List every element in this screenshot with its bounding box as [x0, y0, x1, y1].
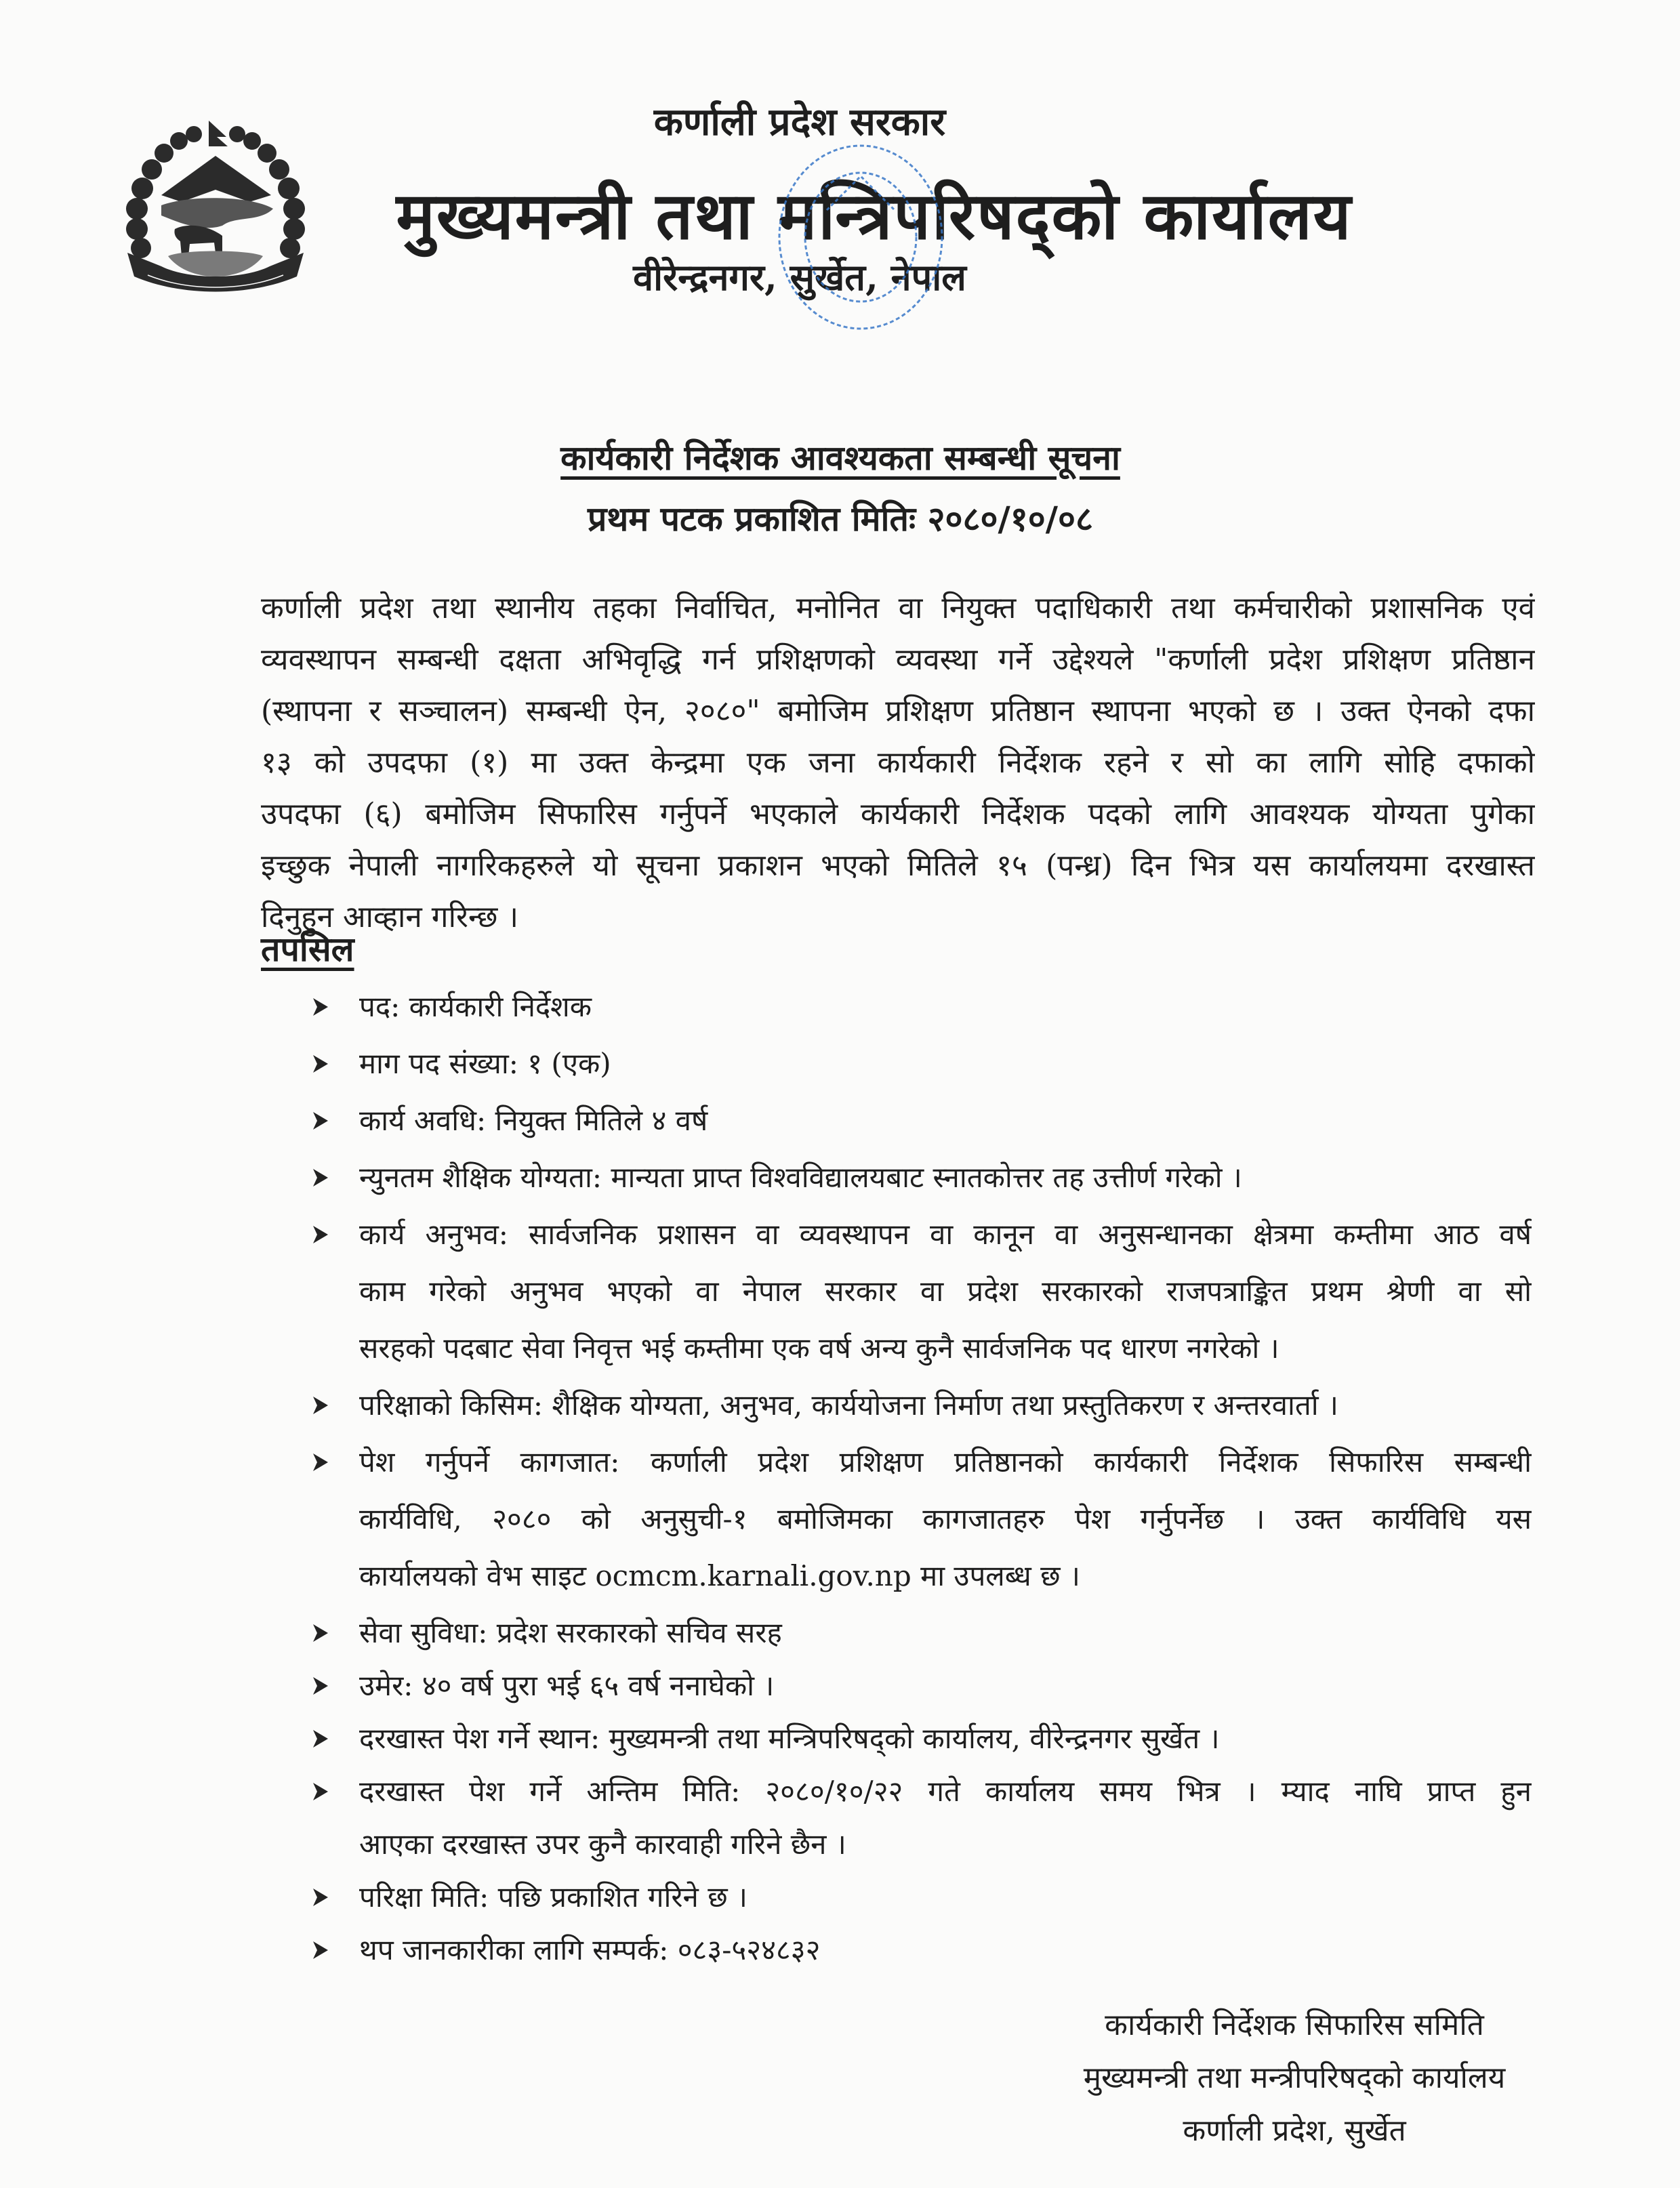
- arrow-bullet-icon: [312, 1713, 339, 1764]
- detail-item-documents: [312, 1437, 1532, 1607]
- body-paragraph: [261, 583, 1535, 943]
- detail-line: दरखास्त पेश गर्ने अन्तिम मिति: २०८०/१०/२२ गते कार्यालय समय भित्र । म्याद नाघि प्राप्त हुन: [359, 1775, 1532, 1808]
- detail-item-exam-date: [312, 1872, 1532, 1924]
- detail-item-count: [312, 1038, 1532, 1095]
- arrow-bullet-icon: [312, 1437, 339, 1488]
- detail-line: कार्यालयको वेभ साइट ocmcm.karnali.gov.np मा उपलब्ध छ ।: [359, 1559, 1080, 1592]
- office-address: वीरेन्द्रनगर, सुर्खेत, नेपाल: [633, 255, 966, 299]
- detail-line: पद: कार्यकारी निर्देशक: [359, 990, 592, 1023]
- detail-line: उमेर: ४० वर्ष पुरा भई ६५ वर्ष ननाघेको ।: [359, 1669, 775, 1702]
- publication-line: [271, 495, 1410, 541]
- detail-line: आएका दरखास्त उपर कुनै कारवाही गरिने छैन ।: [359, 1828, 846, 1861]
- arrow-bullet-icon: [312, 1607, 339, 1659]
- body-line: कर्णाली प्रदेश तथा स्थानीय तहका निर्वाचित, मनोनित वा नियुक्त पदाधिकारी तथा कर्मचारीको प्रशासनिक एवं: [261, 591, 1535, 625]
- arrow-bullet-icon: [312, 1038, 339, 1090]
- detail-item-facilities: [312, 1607, 1532, 1660]
- arrow-bullet-icon: [312, 1095, 339, 1147]
- detail-line: परिक्षाको किसिम: शैक्षिक योग्यता, अनुभव, कार्ययोजना निर्माण तथा प्रस्तुतिकरण र अन्तरवार्ता ।: [359, 1388, 1338, 1422]
- office-name: मुख्यमन्त्री तथा मन्त्रिपरिषद्को कार्यालय: [396, 178, 1353, 254]
- detail-line: कार्य अवधि: नियुक्त मितिले ४ वर्ष: [359, 1104, 708, 1137]
- arrow-bullet-icon: [312, 1660, 339, 1712]
- arrow-bullet-icon: [312, 1380, 339, 1431]
- detail-item-experience: [312, 1209, 1532, 1380]
- detail-item-exam-type: [312, 1380, 1532, 1437]
- detail-item-submission-place: [312, 1713, 1532, 1766]
- detail-item-term: [312, 1095, 1532, 1152]
- detail-item-post: [312, 981, 1532, 1038]
- government-name: कर्णाली प्रदेश सरकार: [653, 100, 946, 144]
- detail-line: कार्यविधि, २०८० को अनुसुची-१ बमोजिमका कागजातहरु पेश गर्नुपर्नेछ । उक्त कार्यविधि यस: [359, 1502, 1532, 1535]
- detail-item-contact: [312, 1924, 1532, 1977]
- arrow-bullet-icon: [312, 1152, 339, 1203]
- detail-line: माग पद संख्या: १ (एक): [359, 1047, 611, 1080]
- published-label: प्रथम पटक प्रकाशित मितिः: [587, 499, 916, 539]
- body-line: दिनुहुन आव्हान गरिन्छ ।: [261, 900, 519, 934]
- detail-item-age: [312, 1660, 1532, 1713]
- flag-icon: [209, 121, 228, 146]
- location-signature: कर्णाली प्रदेश, सुर्खेत: [1183, 2113, 1406, 2148]
- published-date: २०८०/१०/०८: [927, 499, 1094, 539]
- office-stamp: [752, 136, 969, 339]
- detail-line: परिक्षा मिति: पछि प्रकाशित गरिने छ ।: [359, 1880, 747, 1914]
- arrow-bullet-icon: [312, 1924, 339, 1976]
- signature-block: [1057, 1999, 1532, 2158]
- body-line: (स्थापना र सञ्चालन) सम्बन्धी ऐन, २०८०" बमोजिम प्रशिक्षण प्रतिष्ठान स्थापना भएको छ । उक्त ऐनको दफा: [261, 694, 1535, 728]
- arrow-bullet-icon: [312, 1766, 339, 1817]
- detail-item-qualification: [312, 1152, 1532, 1209]
- detail-line: थप जानकारीका लागि सम्पर्क: ०८३-५२४८३२: [359, 1933, 821, 1966]
- detail-line: पेश गर्नुपर्ने कागजात: कर्णाली प्रदेश प्रशिक्षण प्रतिष्ठानको कार्यकारी निर्देशक सिफारिस सम्बन्धी: [359, 1445, 1532, 1479]
- arrow-bullet-icon: [312, 1209, 339, 1260]
- detail-item-deadline: [312, 1766, 1532, 1872]
- detail-line: न्युनतम शैक्षिक योग्यता: मान्यता प्राप्त विश्वविद्यालयबाट स्नातकोत्तर तह उत्तीर्ण गरेको ।: [359, 1161, 1242, 1194]
- arrow-bullet-icon: [312, 1872, 339, 1923]
- details-list: [312, 981, 1532, 1977]
- detail-line: कार्य अनुभव: सार्वजनिक प्रशासन वा व्यवस्थापन वा कानून वा अनुसन्धानका क्षेत्रमा कम्तीमा आठ वर्ष: [359, 1218, 1532, 1251]
- body-line: व्यवस्थापन सम्बन्धी दक्षता अभिवृद्धि गर्न प्रशिक्षणको व्यवस्था गर्ने उद्देश्यले "कर्णाली प्रदेश प्रशिक्षण प्रतिष्ठान: [261, 642, 1535, 677]
- body-line: इच्छुक नेपाली नागरिकहरुले यो सूचना प्रकाशन भएको मितिले १५ (पन्ध्र) दिन भित्र यस कार्यालयमा दरखास्त: [261, 848, 1535, 883]
- committee-name: कार्यकारी निर्देशक सिफारिस समिति: [1105, 2008, 1484, 2042]
- detail-line: सरहको पदबाट सेवा निवृत्त भई कम्तीमा एक वर्ष अन्य कुनै सार्वजनिक पद धारण नगरेको ।: [359, 1332, 1279, 1365]
- detail-line: दरखास्त पेश गर्ने स्थान: मुख्यमन्त्री तथा मन्त्रिपरिषद्को कार्यालय, वीरेन्द्रनगर सुर्खेत ।: [359, 1722, 1220, 1755]
- detail-line: काम गरेको अनुभव भएको वा नेपाल सरकार वा प्रदेश सरकारको राजपत्राङ्कित प्रथम श्रेणी वा सो: [359, 1275, 1532, 1308]
- notice-title: कार्यकारी निर्देशक आवश्यकता सम्बन्धी सूचना: [560, 438, 1120, 478]
- arrow-bullet-icon: [312, 981, 339, 1033]
- body-line: उपदफा (६) बमोजिम सिफारिस गर्नुपर्ने भएकाले कार्यकारी निर्देशक पदको लागि आवश्यक योग्यता पुगेका: [261, 797, 1535, 831]
- detail-line: सेवा सुविधा: प्रदेश सरकारको सचिव सरह: [359, 1616, 782, 1649]
- details-heading: तपसिल: [261, 929, 354, 969]
- office-name-signature: मुख्यमन्त्री तथा मन्त्रीपरिषद्को कार्यालय: [1083, 2061, 1506, 2095]
- mountain: [161, 156, 271, 202]
- body-line: १३ को उपदफा (१) मा उक्त केन्द्रमा एक जना कार्यकारी निर्देशक रहने र सो का लागि सोहि दफाको: [261, 745, 1535, 780]
